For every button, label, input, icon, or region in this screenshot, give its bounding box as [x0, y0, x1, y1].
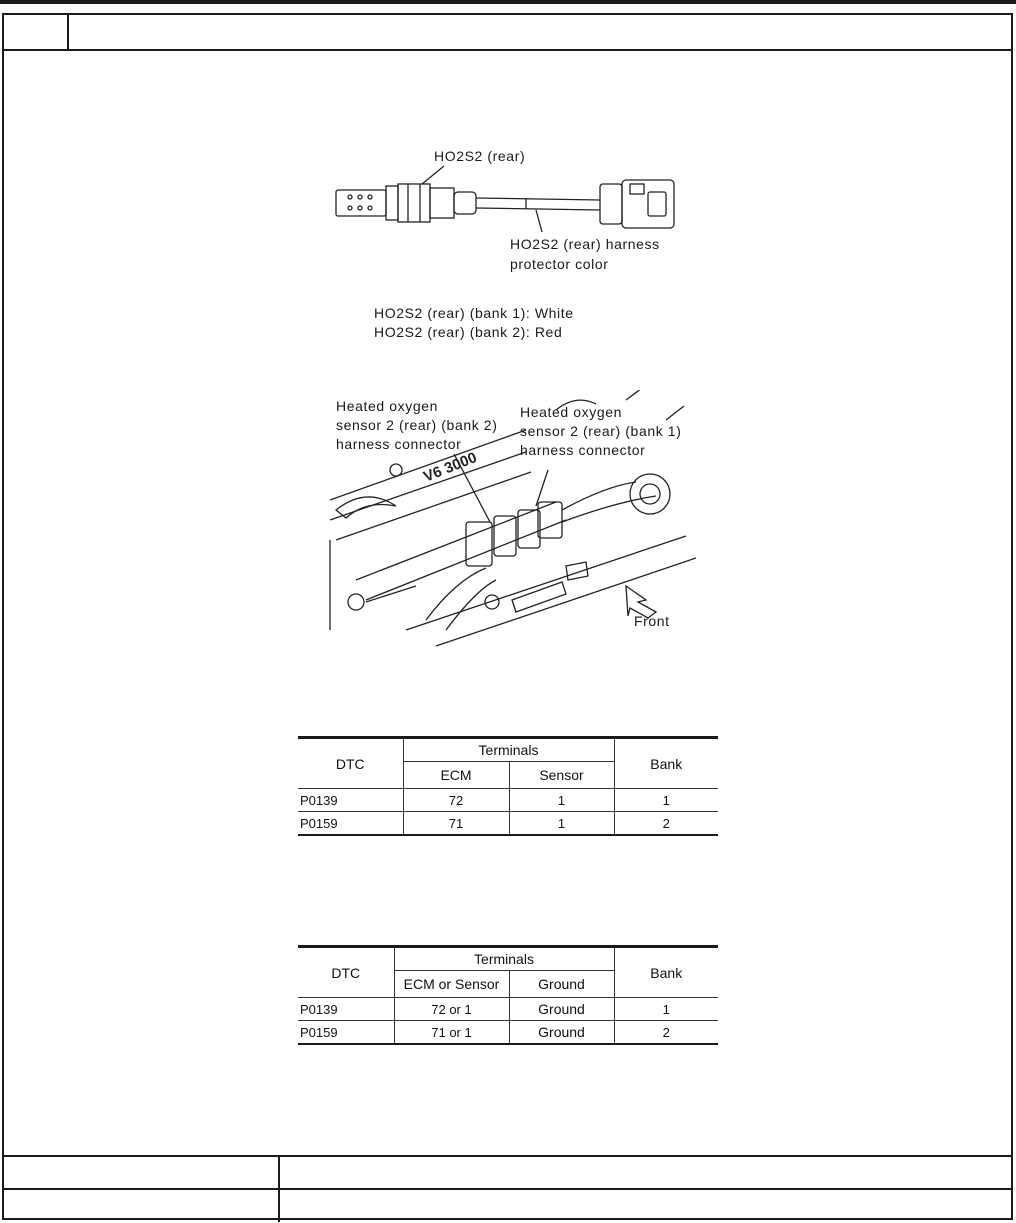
step-header-row: [4, 15, 1011, 51]
dtc-cell: P0139: [298, 998, 394, 1021]
dtc-cell: P0159: [298, 1021, 394, 1045]
result-row-ok: [4, 1155, 1011, 1190]
header-bank: Bank: [614, 947, 718, 998]
header-dtc: DTC: [298, 738, 403, 789]
header-bank: Bank: [614, 738, 718, 789]
step-number-cell: [4, 15, 69, 49]
ecm-terminal-cell: 71: [403, 812, 509, 836]
sensor-terminal-cell: 1: [509, 789, 614, 812]
sensor-terminal-cell: 1: [509, 812, 614, 836]
header-ecm-or-sensor: ECM or Sensor: [394, 971, 509, 998]
bank-cell: 2: [614, 812, 718, 836]
dtc-cell: P0159: [298, 812, 403, 836]
bank1-connector-label-line1: Heated oxygen: [520, 404, 622, 420]
connector-location-illustration: [326, 390, 696, 655]
bank2-color-note: HO2S2 (rear) (bank 2): Red: [374, 324, 563, 340]
result-divider: [278, 1190, 280, 1222]
bank-cell: 2: [614, 1021, 718, 1045]
dtc-cell: P0139: [298, 789, 403, 812]
bank2-connector-label-line3: harness connector: [336, 436, 462, 452]
table-row: [298, 998, 718, 1021]
bank2-connector-label-line1: Heated oxygen: [336, 398, 438, 414]
header-ecm: ECM: [403, 762, 509, 789]
table-row: [298, 1021, 718, 1045]
bank1-color-note: HO2S2 (rear) (bank 1): White: [374, 305, 574, 321]
ecm-sensor-terminal-cell: 72 or 1: [394, 998, 509, 1021]
harness-protector-label-line2: protector color: [510, 256, 609, 272]
bank1-connector-label-line3: harness connector: [520, 442, 646, 458]
header-terminals: Terminals: [394, 947, 614, 971]
table-row: [298, 812, 718, 836]
header-terminals: Terminals: [403, 738, 614, 762]
header-dtc: DTC: [298, 947, 394, 998]
ecm-terminal-cell: 72: [403, 789, 509, 812]
header-ground: Ground: [509, 971, 614, 998]
sensor-label: HO2S2 (rear): [434, 148, 526, 164]
bank1-connector-label-line2: sensor 2 (rear) (bank 1): [520, 423, 682, 439]
ground-cell: Ground: [509, 998, 614, 1021]
header-sensor: Sensor: [509, 762, 614, 789]
bank-cell: 1: [614, 998, 718, 1021]
result-divider: [278, 1157, 280, 1190]
sensor-illustration: [330, 140, 690, 272]
top-rule: [0, 0, 1016, 4]
result-row-ng: [4, 1188, 1011, 1222]
bank2-connector-label-line2: sensor 2 (rear) (bank 2): [336, 417, 498, 433]
continuity-table-ground: [298, 945, 718, 1045]
harness-protector-label-line1: HO2S2 (rear) harness: [510, 236, 660, 252]
front-direction-label: Front: [634, 613, 670, 629]
continuity-table-ecm-sensor: [298, 736, 718, 836]
engine-badge: V6 3000: [421, 449, 480, 486]
ecm-sensor-terminal-cell: 71 or 1: [394, 1021, 509, 1045]
bank-cell: 1: [614, 789, 718, 812]
table-row: [298, 789, 718, 812]
ground-cell: Ground: [509, 1021, 614, 1045]
